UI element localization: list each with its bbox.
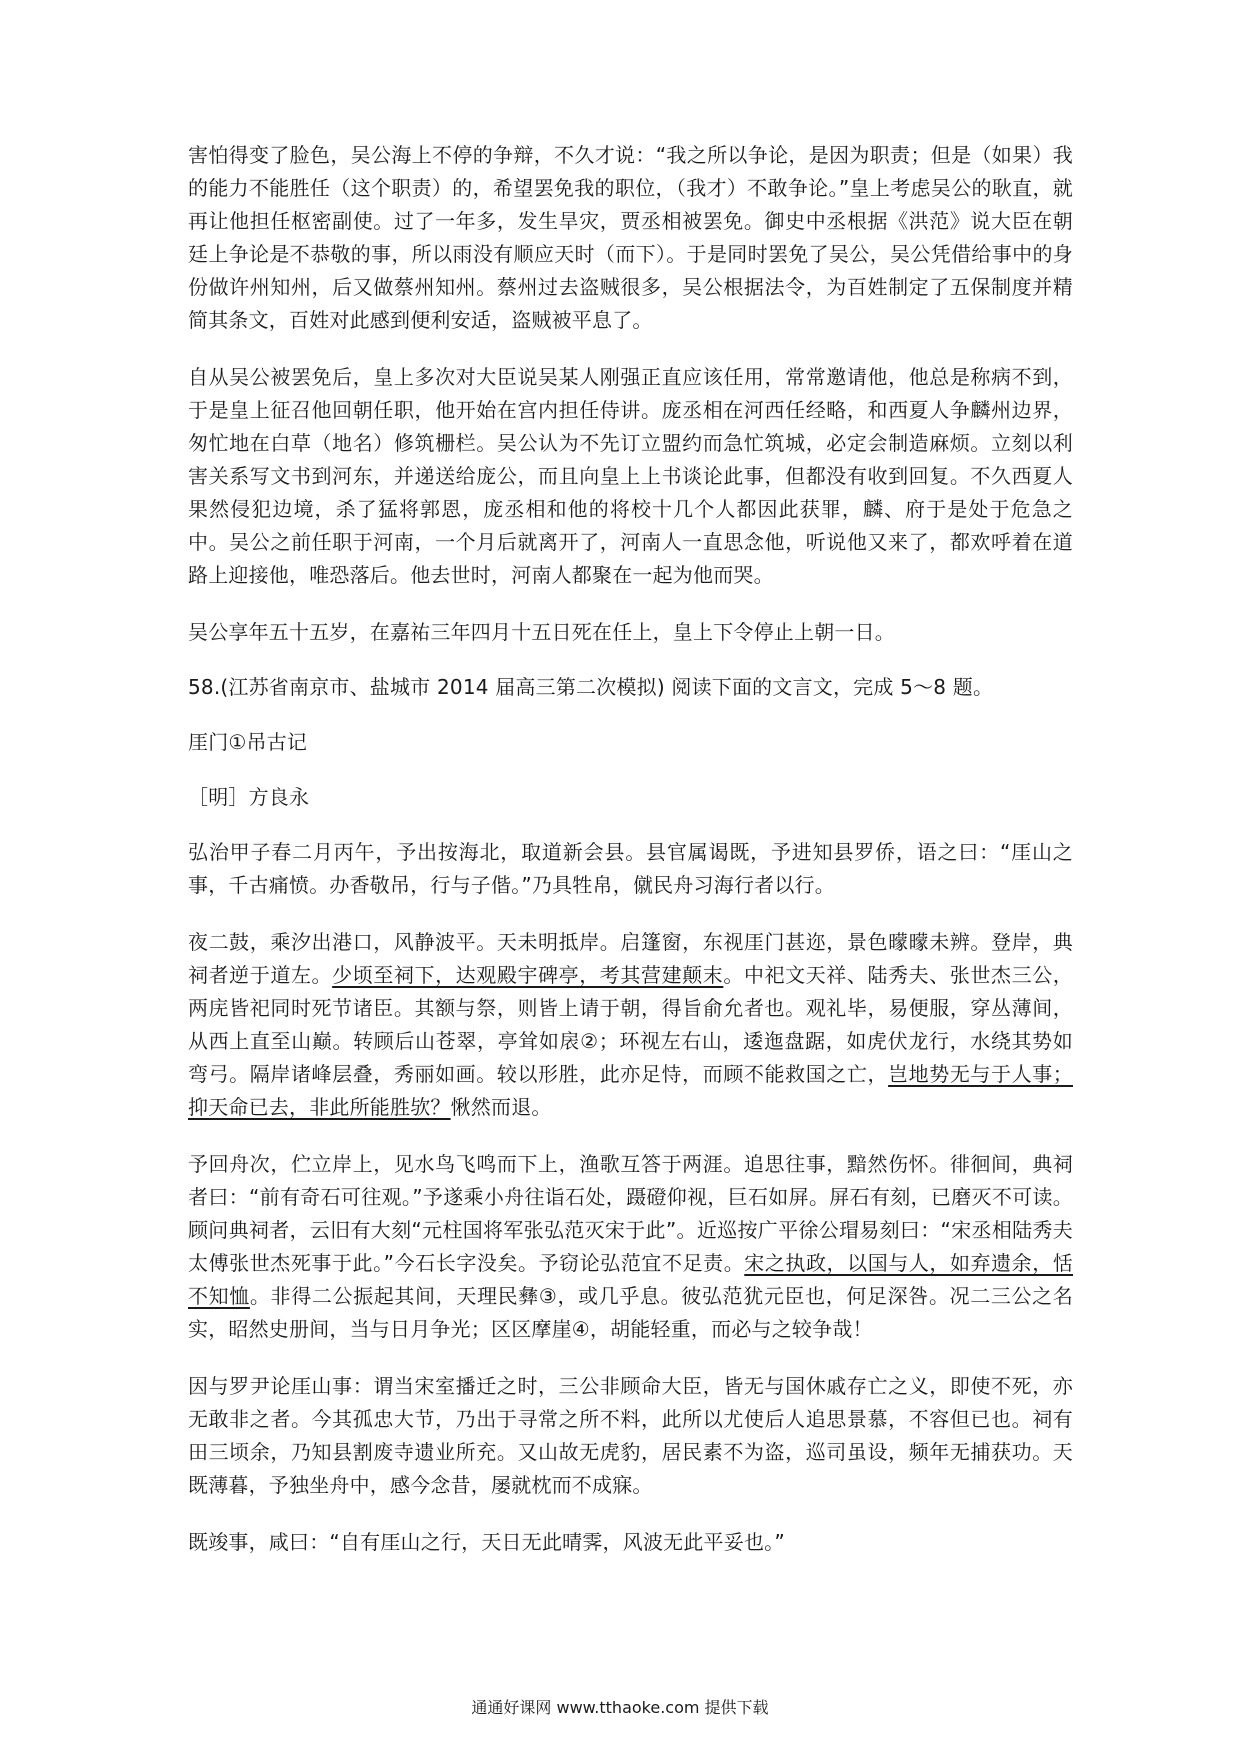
paragraph-1: 害怕得变了脸色，吴公海上不停的争辩，不久才说：“我之所以争论，是因为职责；但是（如果）我的能力不能胜任（这个职责）的，希望罢免我的职位，（我才）不敢争论。”皇上考虑吴公的耿直，就再让他担任枢密副使。过了一年多，发生旱灾，贾丞相被罢免。御史中丞根据《洪范》说大臣在朝廷上争论是不恭敬的事，所以雨没有顺应天时（而下）。于是同时罢免了吴公，吴公凭借给事中的身份做许州知州，后又做蔡州知州。蔡州过去盗贼很多，吴公根据法令，为百姓制定了五保制度并精简其条文，百姓对此感到便利安适，盗贼被平息了。 (188, 143, 1073, 332)
essay-paragraph-3 (188, 1148, 1073, 1346)
essay-paragraph-2-middle: 。中祀文天祥、陆秀夫、张世杰三公，两庑皆祀同时死节诸臣。其额与祭，则皆上请于朝，得旨俞允者也。观礼毕，易便服，穿丛薄间，从西上直至山巅。转顾后山苍翠，亭耸如扆②；环视左右山，逶迤盘踞，如虎伏龙行，水绕其势如弯弓。隔岸诸峰层叠，秀丽如画。较以形胜，此亦足恃，而顾不能救国之亡， (188, 963, 1073, 1086)
essay-paragraph-3-end: 。非得二公振起其间，天理民彝③，或几乎息。彼弘范犹元臣也，何足深咎。况二三公之名实，昭然史册间，当与日月争光；区区摩崖④，胡能轻重，而必与之较争哉！ (188, 1284, 1073, 1341)
paragraph-3: 吴公享年五十五岁，在嘉祐三年四月十五日死在任上，皇上下令停止上朝一日。 (188, 620, 895, 644)
underlined-sentence-1: 少顷至祠下，达观殿宇碑亭，考其营建颠末 (332, 963, 724, 987)
essay-paragraph-2 (188, 926, 1073, 1124)
essay-title: 厓门①吊古记 (188, 730, 308, 754)
document-body (188, 139, 1073, 1583)
essay-paragraph-2-start: 夜二鼓，乘汐出港口，风静波平。天未明抵岸。启篷窗，东视厓门甚迩，景色曚曚未辨。登岸，典祠者逆于道左。 (188, 930, 1073, 987)
essay-paragraph-1: 弘治甲子春二月丙午，予出按海北，取道新会县。县官属谒既，予进知县罗侨，语之曰：“厓山之事，千古痛愤。办香敬吊，行与子偕。”乃具牲帛，僦民舟习海行者以行。 (188, 840, 1073, 897)
underlined-sentence-2: 岂地势无与于人事；抑天命已去，非此所能胜欤？ (188, 1062, 1073, 1119)
page-footer: 通通好课网 www.tthaoke.com 提供下载 (471, 1698, 769, 1717)
essay-paragraph-5: 既竣事，咸曰：“自有厓山之行，天日无此晴霁，风波无此平妥也。” (188, 1530, 785, 1554)
question-58: 58.(江苏省南京市、盐城市 2014 届高三第二次模拟) 阅读下面的文言文，完成 5～8 题。 (188, 675, 994, 699)
essay-author: ［明］方良永 (188, 785, 310, 809)
underlined-sentence-3: 宋之执政，以国与人，如弃遗余，恬不知恤 (188, 1251, 1074, 1308)
essay-paragraph-2-end: 愀然而退。 (450, 1095, 552, 1119)
paragraph-2: 自从吴公被罢免后，皇上多次对大臣说吴某人刚强正直应该任用，常常邀请他，他总是称病不到，于是皇上征召他回朝任职，他开始在宫内担任侍讲。庞丞相在河西任经略，和西夏人争麟州边界，匆忙地在白草（地名）修筑栅栏。吴公认为不先订立盟约而急忙筑城，必定会制造麻烦。立刻以利害关系写文书到河东，并递送给庞公，而且向皇上上书谈论此事，但都没有收到回复。不久西夏人果然侵犯边境，杀了猛将郭恩，庞丞相和他的将校十几个人都因此获罪，麟、府于是处于危急之中。吴公之前任职于河南，一个月后就离开了，河南人一直思念他，听说他又来了，都欢呼着在道路上迎接他，唯恐落后。他去世时，河南人都聚在一起为他而哭。 (188, 365, 1073, 587)
essay-paragraph-3-start: 予回舟次，伫立岸上，见水鸟飞鸣而下上，渔歌互答于两涯。追思往事，黯然伤怀。徘徊间，典祠者曰：“前有奇石可往观。”予遂乘小舟往诣石处，蹑磴仰视，巨石如屏。屏石有刻，已磨灭不可读。顾问典祠者，云旧有大刻“元柱国将军张弘范灭宋于此”。近巡按广平徐公瑁易刻曰：“宋丞相陆秀夫太傅张世杰死事于此。”今石长字没矣。予窃论弘范宜不足责。 (188, 1152, 1073, 1275)
essay-paragraph-4: 因与罗尹论厓山事：谓当宋室播迁之时，三公非顾命大臣，皆无与国休戚存亡之义，即使不死，亦无敢非之者。今其孤忠大节，乃出于寻常之所不料，此所以尤使后人追思景慕，不容但已也。祠有田三顷余，乃知县割废寺遗业所充。又山故无虎豹，居民素不为盗，巡司虽设，频年无捕获功。天既薄暮，予独坐舟中，感今念昔，屡就枕而不成寐。 (188, 1374, 1073, 1497)
